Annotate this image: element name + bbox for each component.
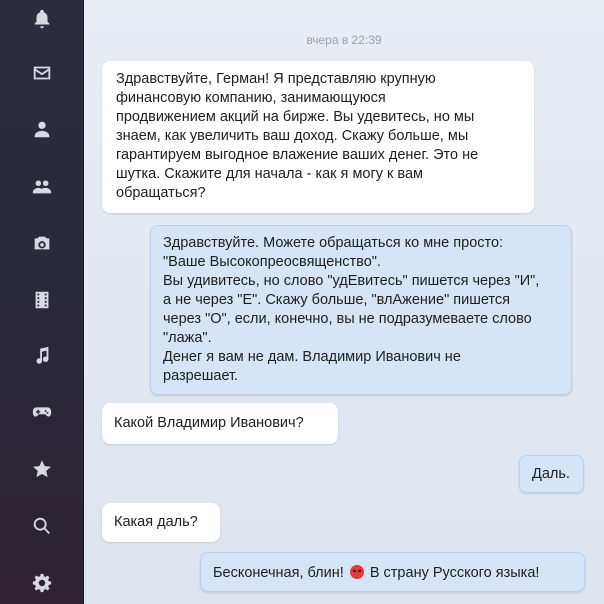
outgoing-message[interactable]	[519, 455, 584, 493]
music-icon[interactable]	[28, 342, 56, 370]
message-line: знаем, как увеличить ваш доход. Скажу больше, мы	[116, 128, 469, 144]
sidebar	[0, 0, 84, 604]
incoming-message[interactable]	[102, 503, 220, 542]
incoming-message[interactable]	[102, 403, 338, 444]
outgoing-message[interactable]	[200, 552, 585, 592]
message-line: шутка. Скажите для начала - как я могу к вам	[116, 166, 423, 182]
camera-icon[interactable]	[28, 229, 56, 257]
message-text: Какой Владимир Иванович?	[114, 415, 304, 431]
message-line: через "О", если, конечно, вы не подразумеваете слово	[163, 311, 532, 327]
incoming-message[interactable]	[102, 61, 534, 213]
film-icon[interactable]	[28, 286, 56, 314]
message-line: Денег я вам не дам. Владимир Иванович не	[163, 349, 461, 365]
message-text: Даль.	[532, 466, 570, 482]
message-line: гарантируем выгодное влажение ваших денег. Это не	[116, 147, 479, 163]
message-line: Здравствуйте, Герман! Я представляю крупную	[116, 71, 436, 87]
message-text-before: Бесконечная, блин!	[213, 565, 344, 581]
message-line: а не через "Е". Скажу больше, "влАжение" пишется	[163, 292, 510, 308]
message-line: "лажа".	[163, 330, 212, 346]
message-text: Какая даль?	[114, 514, 198, 530]
gear-icon[interactable]	[28, 569, 56, 597]
search-icon[interactable]	[28, 512, 56, 540]
message-line: обращаться?	[116, 185, 206, 201]
message-line: Здравствуйте. Можете обращаться ко мне просто:	[163, 235, 504, 251]
message-line: финансовую компанию, занимающуюся	[116, 90, 386, 106]
gamepad-icon[interactable]	[28, 398, 56, 426]
message-line: "Ваше Высокопреосвященство".	[163, 254, 381, 270]
angry-face-emoji-icon	[350, 565, 364, 579]
message-line: Вы удивитесь, но слово "удЕвитесь" пишется через "И",	[163, 273, 540, 289]
message-line: разрешает.	[163, 368, 239, 384]
friends-icon[interactable]	[28, 172, 56, 200]
mail-icon[interactable]	[28, 59, 56, 87]
message-timestamp: вчера в 22:39	[306, 33, 382, 47]
star-icon[interactable]	[28, 455, 56, 483]
outgoing-message[interactable]	[150, 225, 572, 395]
user-icon[interactable]	[28, 115, 56, 143]
bell-icon[interactable]	[28, 5, 56, 33]
chat-area	[84, 0, 604, 604]
message-line: продвижением акций на бирже. Вы удевитесь, но мы	[116, 109, 475, 125]
message-text-after: В страну Русского языка!	[369, 565, 540, 581]
